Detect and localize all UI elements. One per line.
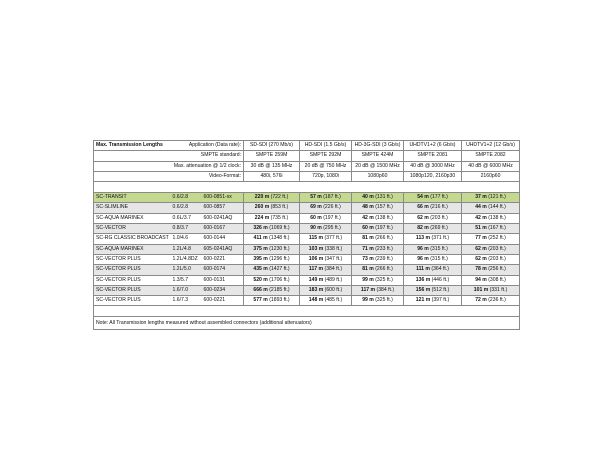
length-cell [404,244,462,254]
length-meters: 82 m [417,225,429,232]
length-cell [244,193,300,203]
length-feet: (377 ft.) [324,235,343,242]
header-cell: SMPTE 2081 [404,151,462,161]
length-cell [462,275,520,285]
length-meters: 57 m [310,194,322,201]
cable-name: SC-VECTOR PLUS [94,254,171,264]
length-cell [352,213,404,223]
blank-row [94,306,520,317]
header-cell: 720p, 1080i [300,171,352,181]
table-row [94,285,520,295]
length-cell [352,265,404,275]
header-cell: 1080p60 [352,171,404,181]
cable-name: SC-TRANSIT [94,193,171,203]
header-row [94,171,520,181]
length-cell [352,193,404,203]
length-cell [300,213,352,223]
transmission-lengths-table [93,140,520,330]
header-cell: 20 dB @ 750 MHz [300,161,352,171]
cable-dimensions: 0.8/3.7 [171,224,202,234]
part-number: 600-0234 [202,285,244,295]
length-meters: 520 m [253,276,268,283]
length-meters: 42 m [475,214,487,221]
length-feet: (338 ft.) [324,245,343,252]
header-cell: SMPTE 259M [244,151,300,161]
length-feet: (203 ft.) [488,245,506,252]
length-cell [300,296,352,306]
length-meters: 411 m [253,235,268,242]
length-feet: (1348 ft.) [269,235,290,242]
cable-name: SC-RG CLASSIC BROADCAST [94,234,171,244]
length-feet: (331 ft.) [489,286,508,293]
length-meters: 96 m [417,255,429,262]
length-meters: 395 m [253,255,268,262]
length-feet: (233 ft.) [375,245,393,252]
title-row [94,141,520,151]
table-note: Note: All Transmission lengths measured without assembled connectors (additional attenuators) [94,317,520,330]
length-cell [404,193,462,203]
length-cell [462,244,520,254]
length-feet: (384 ft.) [324,266,343,273]
length-meters: 136 m [415,276,431,283]
length-cell [300,244,352,254]
length-cell [244,265,300,275]
length-feet: (266 ft.) [375,235,393,242]
header-cell: 20 dB @ 1500 MHz [352,161,404,171]
length-feet: (295 ft.) [323,225,341,232]
length-feet: (347 ft.) [324,255,343,262]
length-feet: (308 ft.) [488,276,506,283]
length-meters: 81 m [362,235,374,242]
cable-dimensions: 1.6/7.3 [171,296,202,306]
header-cell: 30 dB @ 135 MHz [244,161,300,171]
length-feet: (256 ft.) [488,266,506,273]
length-feet: (735 ft.) [270,214,289,221]
header-cell: SMPTE 292M [300,151,352,161]
length-meters: 577 m [253,297,268,304]
table-row [94,234,520,244]
table-row [94,296,520,306]
transmission-table-container [93,140,519,330]
length-meters: 54 m [417,194,429,201]
length-meters: 96 m [417,245,429,252]
length-feet: (157 ft.) [375,204,393,211]
table-row [94,213,520,223]
length-cell [404,224,462,234]
length-cell [462,265,520,275]
table-row [94,244,520,254]
length-cell [404,296,462,306]
length-meters: 90 m [310,225,322,232]
length-cell [300,285,352,295]
part-number: 600-0221 [202,254,244,264]
length-meters: 94 m [475,276,487,283]
length-meters: 62 m [475,245,487,252]
length-cell [462,213,520,223]
header-cell: SMPTE 424M [352,151,404,161]
cable-name: SC-AQUA MARINEX [94,213,171,223]
length-cell [462,193,520,203]
length-meters: 224 m [254,214,270,221]
length-feet: (315 ft.) [430,245,448,252]
length-feet: (1706 ft.) [269,276,290,283]
length-meters: 62 m [475,255,487,262]
length-feet: (138 ft.) [375,214,393,221]
length-meters: 44 m [475,204,487,211]
spacer-cell [94,182,520,193]
length-feet: (239 ft.) [375,255,393,262]
length-feet: (216 ft.) [430,204,448,211]
length-feet: (269 ft.) [430,225,448,232]
length-feet: (177 ft.) [430,194,448,201]
cable-dimensions: 1.6/7.0 [171,285,202,295]
length-meters: 69 m [310,204,322,211]
header-label: SMPTE standard: [94,151,244,161]
table-row [94,203,520,213]
length-meters: 37 m [475,194,487,201]
length-cell [244,244,300,254]
length-feet: (371 ft.) [431,235,450,242]
length-feet: (266 ft.) [375,266,393,273]
part-number: 600-0851-xx [202,193,244,203]
length-feet: (489 ft.) [324,276,343,283]
length-cell [352,224,404,234]
length-feet: (203 ft.) [488,255,506,262]
length-cell [352,244,404,254]
length-feet: (1230 ft.) [269,245,290,252]
length-meters: 62 m [417,214,429,221]
length-meters: 183 m [308,286,324,293]
length-meters: 666 m [253,286,268,293]
length-meters: 156 m [415,286,431,293]
header-label: Max. attenuation @ 1/2 clock: [94,161,244,171]
header-cell: 480i, 576i [244,171,300,181]
cable-name: SC-SLIMLINE [94,203,171,213]
table-row [94,254,520,264]
length-feet: (167 ft.) [488,225,506,232]
length-cell [352,234,404,244]
length-meters: 121 m [415,297,431,304]
cable-name: SC-VECTOR [94,224,171,234]
length-meters: 73 m [362,255,374,262]
header-label: Application (Data rate): [188,142,241,148]
length-cell [352,254,404,264]
length-feet: (1296 ft.) [269,255,290,262]
part-number: 600-0241AQ [202,213,244,223]
cable-dimensions: 0.6/2.8 [171,193,202,203]
length-meters: 149 m [308,276,324,283]
part-number: 600-0221 [202,296,244,306]
length-cell [404,213,462,223]
header-row [94,151,520,161]
length-meters: 60 m [310,214,322,221]
length-cell [300,254,352,264]
length-cell [244,234,300,244]
length-feet: (722 ft.) [270,194,289,201]
length-meters: 148 m [308,297,324,304]
length-cell [462,254,520,264]
length-meters: 81 m [362,266,374,273]
cable-name: SC-VECTOR PLUS [94,275,171,285]
length-cell [244,213,300,223]
cable-dimensions: 1.2L/5.0 [171,265,202,275]
length-feet: (364 ft.) [431,266,449,273]
length-feet: (197 ft.) [375,225,393,232]
length-feet: (1893 ft.) [269,297,290,304]
length-cell [352,203,404,213]
header-cell: HD-SDI (1.5 Gb/s) [300,141,352,151]
cable-dimensions: 1.0/4.6 [171,234,202,244]
header-cell: UHDTV1+2 (6 Gb/s) [404,141,462,151]
length-cell [352,285,404,295]
length-cell [244,285,300,295]
length-feet: (2185 ft.) [269,286,290,293]
length-meters: 48 m [362,204,374,211]
header-cell: 40 dB @ 6000 MHz [462,161,520,171]
length-cell [404,203,462,213]
spacer-row [94,182,520,193]
length-cell [300,224,352,234]
table-title: Max. Transmission Lengths [96,142,163,148]
length-feet: (315 ft.) [430,255,448,262]
cable-name: SC-VECTOR PLUS [94,285,171,295]
length-cell [244,224,300,234]
length-feet: (187 ft.) [323,194,341,201]
length-meters: 103 m [308,245,324,252]
length-feet: (203 ft.) [430,214,448,221]
length-cell [244,203,300,213]
cable-dimensions: 1.2L/4.8 [171,244,202,254]
table-row [94,224,520,234]
length-cell [404,234,462,244]
table-row [94,275,520,285]
length-meters: 66 m [417,204,429,211]
length-meters: 51 m [475,225,487,232]
length-feet: (226 ft.) [323,204,341,211]
length-meters: 117 m [308,266,324,273]
length-feet: (197 ft.) [323,214,341,221]
title-cell [94,141,244,151]
length-feet: (144 ft.) [488,204,506,211]
part-number: 605-0241AQ [202,244,244,254]
length-feet: (485 ft.) [324,297,343,304]
length-meters: 117 m [360,286,376,293]
length-feet: (131 ft.) [375,194,393,201]
length-feet: (1427 ft.) [269,266,290,273]
header-cell: 1080p120, 2160p30 [404,171,462,181]
table-row [94,193,520,203]
length-meters: 78 m [475,266,487,273]
length-feet: (325 ft.) [375,297,393,304]
length-meters: 40 m [362,194,374,201]
length-cell [352,275,404,285]
length-cell [300,193,352,203]
length-feet: (121 ft.) [488,194,506,201]
length-cell [300,265,352,275]
length-meters: 260 m [254,204,270,211]
length-cell [244,254,300,264]
length-feet: (325 ft.) [375,276,393,283]
length-meters: 435 m [253,266,268,273]
header-cell: SMPTE 2082 [462,151,520,161]
length-meters: 99 m [362,297,374,304]
length-cell [404,275,462,285]
length-cell [300,203,352,213]
length-meters: 101 m [473,286,489,293]
length-feet: (600 ft.) [324,286,343,293]
header-cell: 2160p60 [462,171,520,181]
length-cell [462,234,520,244]
length-cell [404,285,462,295]
cable-dimensions: 0.6L/3.7 [171,213,202,223]
part-number: 600-0857 [202,203,244,213]
header-cell: UHDTV1+2 (12 Gb/s) [462,141,520,151]
part-number: 600-0167 [202,224,244,234]
length-meters: 375 m [253,245,268,252]
length-meters: 99 m [362,276,374,283]
length-meters: 326 m [253,225,268,232]
length-cell [404,254,462,264]
length-meters: 115 m [308,235,324,242]
length-meters: 113 m [415,235,431,242]
cable-dimensions: 1.3/5.7 [171,275,202,285]
cable-name: SC-VECTOR PLUS [94,296,171,306]
header-row [94,161,520,171]
length-cell [244,275,300,285]
length-meters: 42 m [362,214,374,221]
length-cell [462,285,520,295]
length-cell [462,224,520,234]
header-label: Video-Format: [94,171,244,181]
note-row [94,317,520,330]
header-cell: SD-SDI (270 Mb/s) [244,141,300,151]
blank-cell [94,306,520,317]
part-number: 600-0131 [202,275,244,285]
header-cell: 40 dB @ 3000 MHz [404,161,462,171]
length-cell [244,296,300,306]
length-cell [300,234,352,244]
length-feet: (1069 ft.) [269,225,290,232]
length-cell [462,203,520,213]
length-feet: (853 ft.) [270,204,289,211]
length-feet: (446 ft.) [431,276,450,283]
cable-dimensions: 1.2L/4.8DZ [171,254,202,264]
length-meters: 71 m [362,245,374,252]
length-feet: (138 ft.) [488,214,506,221]
length-cell [404,265,462,275]
length-cell [352,296,404,306]
cable-dimensions: 0.6/2.8 [171,203,202,213]
part-number: 600-0174 [202,265,244,275]
length-feet: (252 ft.) [488,235,506,242]
length-meters: 106 m [308,255,324,262]
length-meters: 220 m [254,194,270,201]
part-number: 600-0144 [202,234,244,244]
length-meters: 111 m [416,266,430,273]
cable-name: SC-AQUA MARINEX [94,244,171,254]
length-cell [300,275,352,285]
length-feet: (236 ft.) [488,297,506,304]
length-meters: 77 m [475,235,487,242]
header-cell: HD-3G-SDI (3 Gb/s) [352,141,404,151]
length-feet: (512 ft.) [431,286,450,293]
length-meters: 60 m [362,225,374,232]
length-feet: (384 ft.) [376,286,395,293]
length-feet: (397 ft.) [431,297,450,304]
table-row [94,265,520,275]
length-cell [462,296,520,306]
length-meters: 72 m [475,297,487,304]
cable-name: SC-VECTOR PLUS [94,265,171,275]
